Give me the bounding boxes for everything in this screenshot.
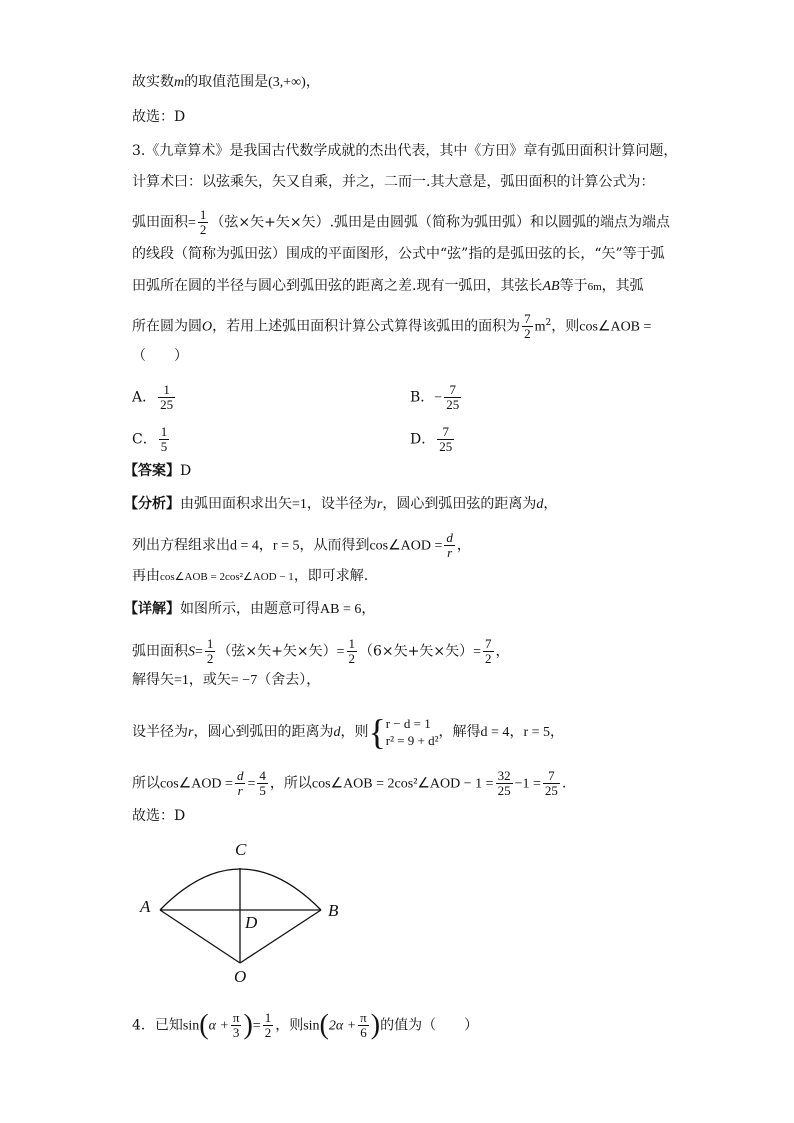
text-line: 弧田面积S= $\frac{1}{2}$ （弦×矢+矢×矢）= $\frac{1}{2}$ （6×矢+矢×矢）= $\frac{7}{2}$ ， [132, 636, 510, 666]
equation-system: r − d = 1 r² = 9 + d² [385, 716, 439, 748]
fraction-half: $\frac{1}{2}$ [199, 207, 207, 237]
text-line [132, 208, 670, 237]
text: ， [305, 74, 320, 90]
unit: m [534, 319, 546, 335]
label-d: D [245, 913, 258, 932]
math-eq: = [188, 215, 196, 231]
answer-tag: 【答案】 [124, 463, 180, 479]
text: 所在圆为圆 [132, 318, 202, 335]
option-c[interactable]: C． $\frac{1}{5}$ [132, 424, 168, 454]
unit-exp: 2 [545, 317, 552, 328]
text: 弧田面积 [132, 214, 188, 231]
math-var: AB [542, 279, 560, 294]
math-range: (3,+∞) [268, 75, 306, 90]
answer-paren: （ ） [132, 348, 188, 364]
text-line: 的线段（简称为弧田弦）围成的平面图形，公式中“弦”指的是弧田弦的长，“矢”等于弧 [132, 246, 665, 262]
text: 田弧所在圆的半径与圆心到弧田弦的距离之差.现有一弧田，其弦长 [132, 278, 543, 294]
option-b[interactable]: B．− $\frac{7}{25}$ [410, 382, 460, 412]
text-line: 故选：D [132, 808, 186, 824]
label-o: O [234, 967, 247, 986]
text-line: 所以cos∠AOD = $\frac{d}{r}$ = $\frac{4}{5}$ ，所以cos∠AOB = 2cos²∠AOD − 1 = $\frac{32}{25}$ −1 = $\frac{7}{25}$ . [132, 768, 567, 798]
label-a: A [140, 897, 151, 916]
question-4-text: 4．已知sin(α + $\frac{\pi}{3}$ )= $\frac{1}{2}$ ，则sin(2α + $\frac{\pi}{6}$ )的值为（ ） [132, 1009, 479, 1041]
text-line: 设半径为r，圆心到弧田的距离为d，则{ r − d = 1 r² = 9 + d² ，解得d = 4，r = 5， [132, 712, 564, 752]
detail-line: 【详解】如图所示，由题意可得AB = 6， [124, 601, 376, 617]
math-expr: cos∠AOB = [579, 319, 652, 335]
question-3-text: 3.《九章算术》是我国古代数学成就的杰出代表，其中《方田》章有弧田面积计算问题， [132, 143, 678, 159]
text-line: 再由cos∠AOB = 2cos²∠AOD − 1，即可求解. [132, 568, 369, 584]
analysis-line: 【分析】由弧田面积求出矢=1，设半径为r，圆心到弧田弦的距离为d， [124, 496, 558, 512]
text: ，则 [551, 318, 580, 335]
text-line: 计算术曰：以弦乘矢，矢又自乘，并之，二而一.其大意是，弧田面积的计算公式为： [132, 174, 655, 190]
text: 的取值范围是 [184, 74, 269, 90]
text-line [132, 312, 651, 341]
math-value: 6m [587, 281, 602, 293]
text: 等于 [559, 278, 588, 294]
text-line [132, 276, 644, 297]
text-line: 解得矢=1，或矢= −7（舍去）， [132, 672, 321, 688]
label-b: B [328, 901, 339, 920]
fraction-seven-halves: $\frac{7}{2}$ [524, 311, 531, 341]
text: ，若用上述弧田面积计算公式算得该弧田的面积为 [212, 318, 521, 335]
option-a[interactable]: A． $\frac{1}{25}$ [132, 382, 174, 412]
segment-ao [160, 910, 240, 963]
detail-tag: 【详解】 [124, 601, 180, 617]
answer-value: D [180, 463, 192, 479]
text: ，其弧 [601, 278, 644, 294]
text: （弦×矢+矢×矢）.弧田是由圆弧（简称为弧田弧）和以圆弧的端点为端点 [210, 214, 671, 231]
text-line: 列出方程组求出d = 4，r = 5，从而得到cos∠AOD = $\frac{d}{r}$ ， [132, 530, 471, 560]
answer-line [124, 461, 191, 481]
text-line: 故选：D [132, 109, 186, 125]
option-d[interactable]: D． $\frac{7}{25}$ [410, 424, 453, 454]
arc-figure [135, 838, 355, 988]
text-line [132, 72, 320, 93]
text: 故实数 [132, 74, 174, 90]
math-var: m [174, 75, 185, 90]
math-var: O [202, 319, 213, 335]
analysis-tag: 【分析】 [124, 496, 180, 512]
label-c: C [235, 840, 247, 859]
